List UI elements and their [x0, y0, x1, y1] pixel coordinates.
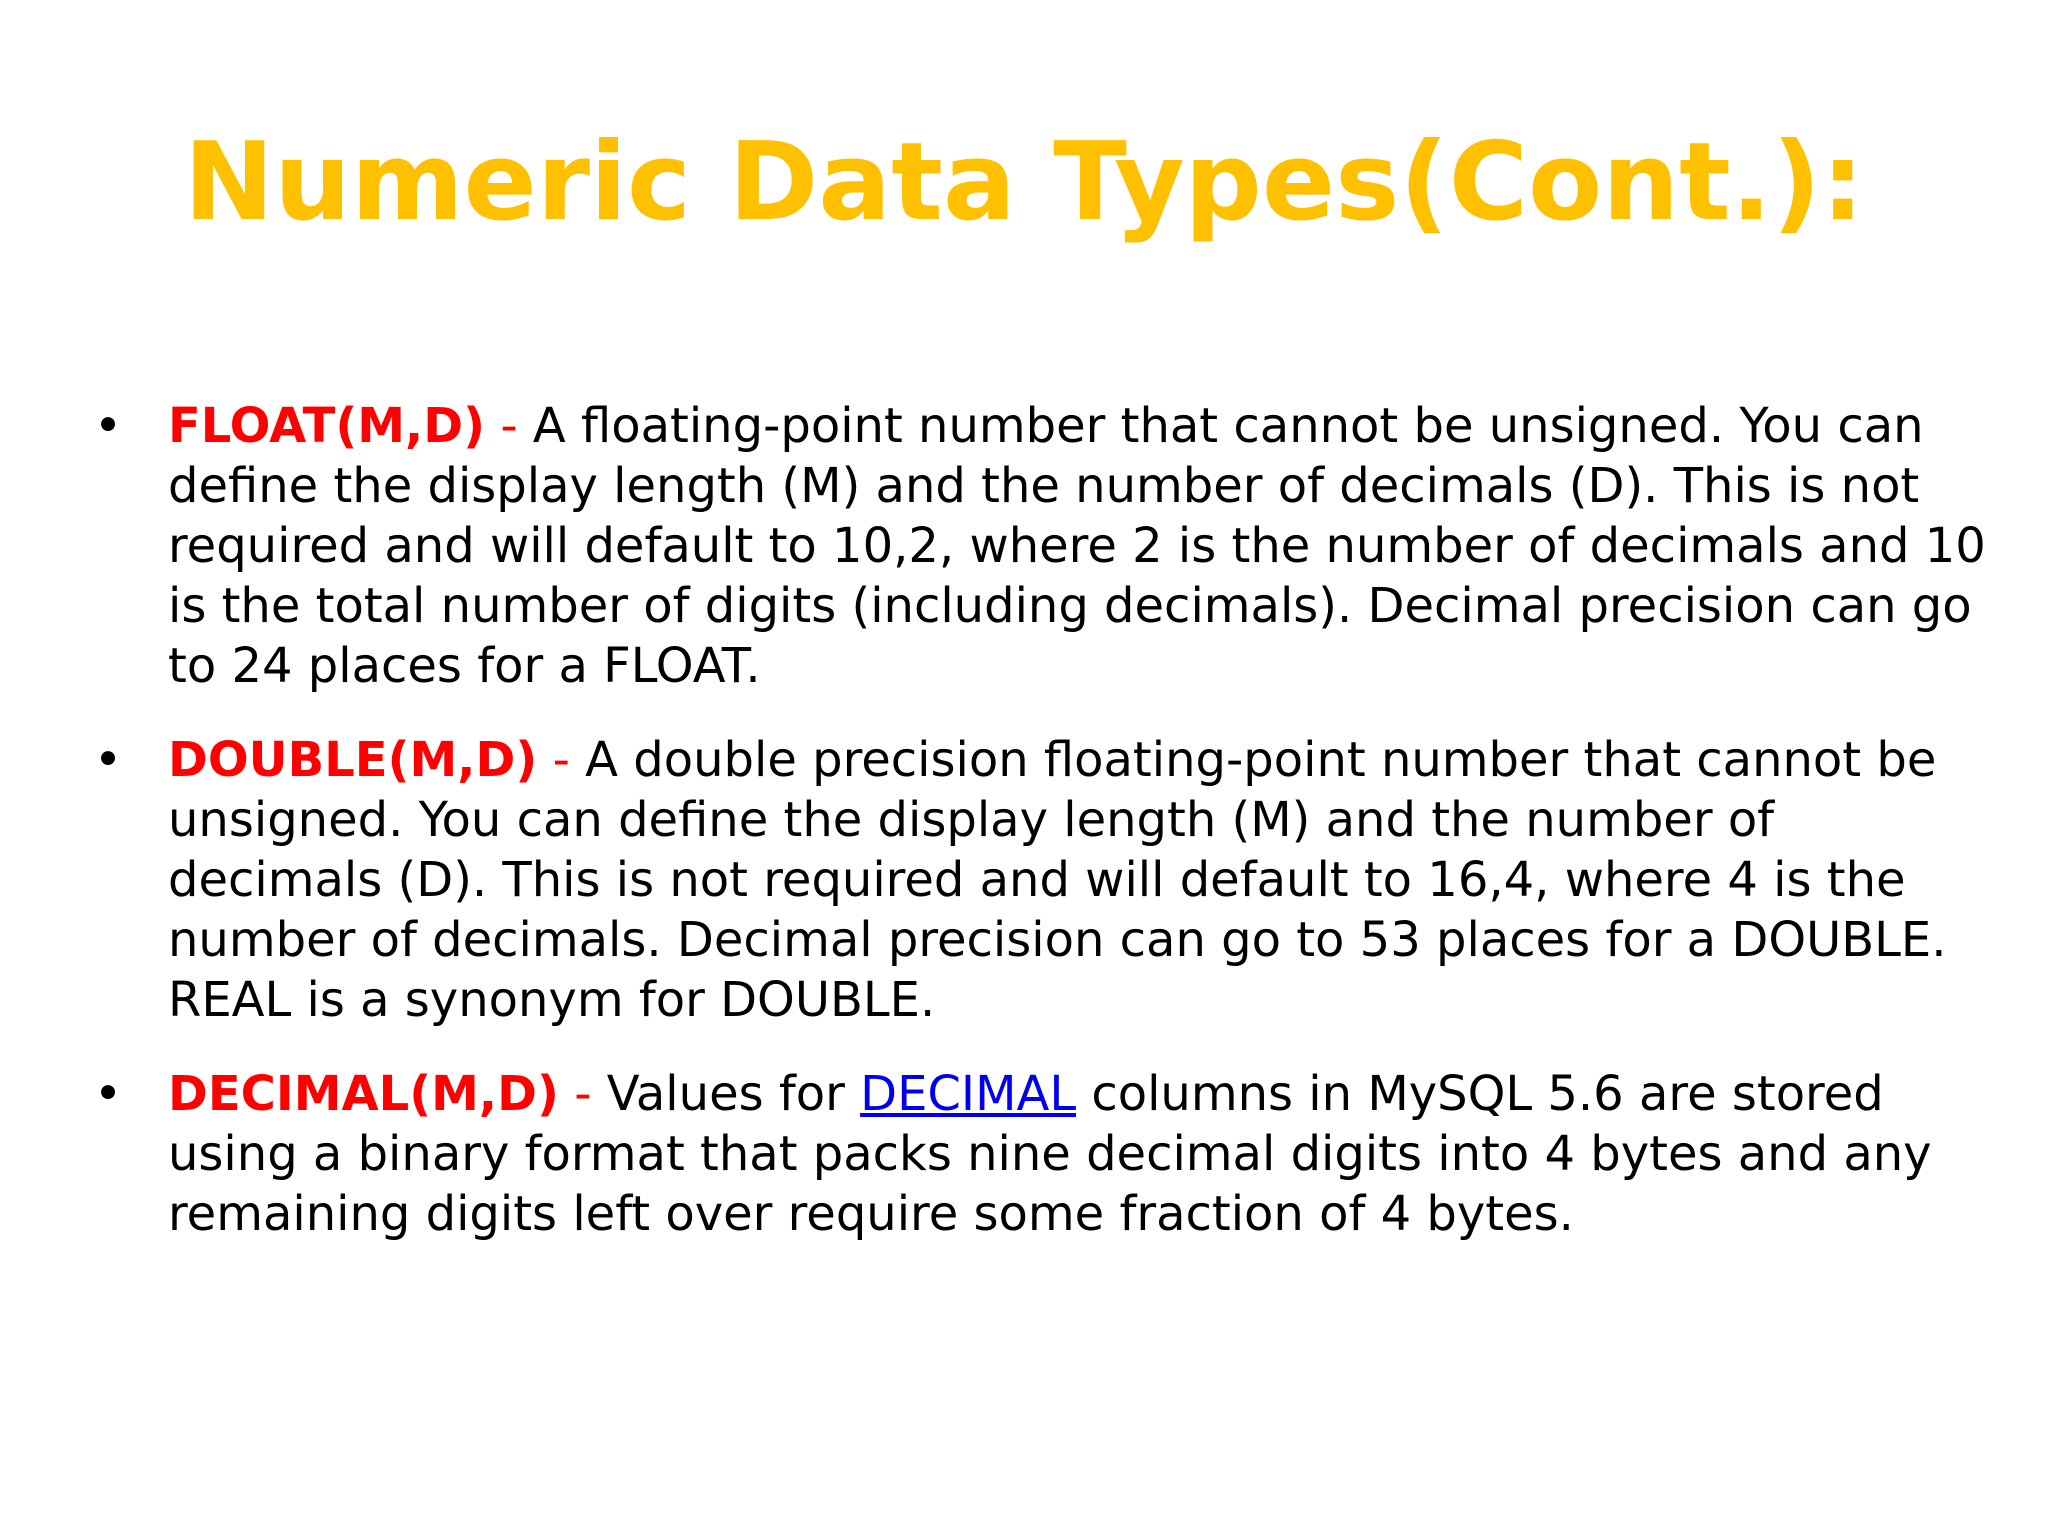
term-separator: -	[485, 398, 533, 454]
term-float: FLOAT(M,D)	[168, 398, 486, 454]
description-float: A floating-point number that cannot be unsigned. You can define the display length (M) and the number of decimals (D). This is not required and will default to 10,2, where 2 is the number of decimals and 10 is the total number of digits (including decimals). Decimal precision can go to 24 places for a FLOAT.	[168, 398, 1986, 694]
term-decimal: DECIMAL(M,D)	[168, 1066, 559, 1122]
bullet-item-decimal	[93, 1064, 1998, 1244]
description-decimal-after-link: columns in MySQL 5.6 are stored using a binary format that packs nine decimal digits into 4 bytes and any remaining digits left over require some fraction of 4 bytes.	[168, 1066, 1932, 1242]
slide-title: Numeric Data Types(Cont.):	[183, 120, 1865, 245]
bullet-icon: •	[93, 732, 123, 788]
bullet-item-double	[93, 730, 1998, 1030]
bullet-icon: •	[93, 1066, 123, 1122]
term-separator: -	[537, 732, 586, 788]
bullet-icon: •	[93, 398, 123, 454]
bullet-list	[93, 396, 1998, 1278]
bullet-item-float	[93, 396, 1998, 696]
term-separator: -	[558, 1066, 607, 1122]
description-decimal-before-link: Values for	[606, 1066, 861, 1122]
term-double: DOUBLE(M,D)	[168, 732, 538, 788]
description-double: A double precision floating-point number that cannot be unsigned. You can define the display length (M) and the number of decimals (D). This is not required and will default to 16,4, where 4 is the number of decimals. Decimal precision can go to 53 places for a DOUBLE. REAL is a synonym for DOUBLE.	[168, 732, 1947, 1028]
decimal-link[interactable]: DECIMAL	[860, 1066, 1077, 1122]
